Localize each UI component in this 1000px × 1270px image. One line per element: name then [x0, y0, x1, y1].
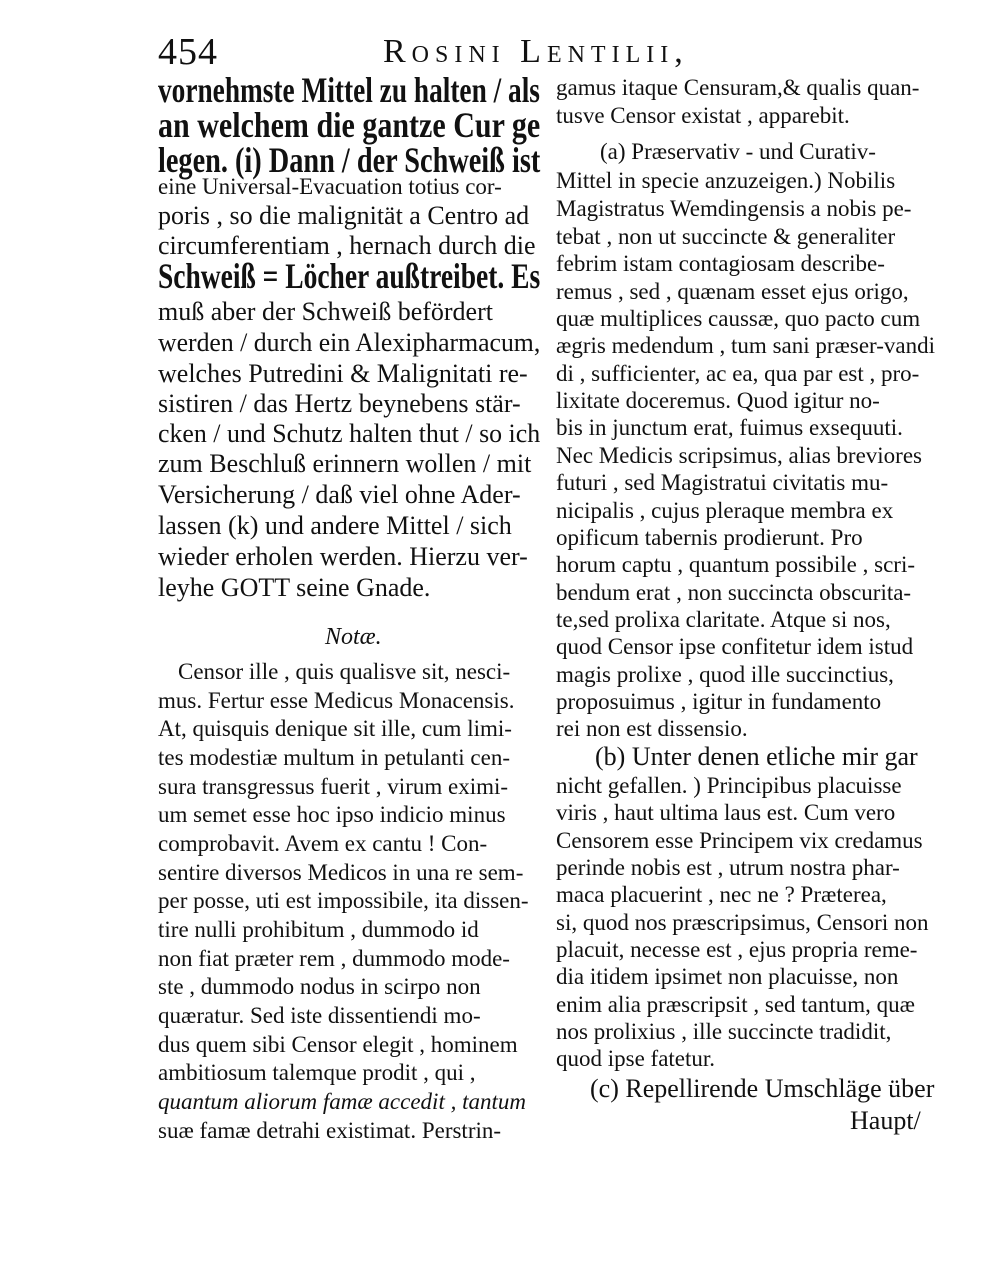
- text-line: poris , so die malignität a Centro ad: [158, 201, 530, 230]
- text-line: quod Censor ipse confitetur idem istud: [556, 634, 914, 659]
- text-line: proposuimus , igitur in fundamento: [556, 689, 882, 714]
- text-line: quod ipse fatetur.: [556, 1046, 716, 1071]
- text-line: zum Beschluß erinnern wollen / mit: [158, 449, 532, 478]
- catchword: Haupt/: [850, 1106, 921, 1135]
- text-line: magis prolixe , quod ille succinctius,: [556, 662, 894, 687]
- text-line: te,sed prolixa claritate. Atque si nos,: [556, 607, 891, 632]
- text-line: gamus itaque Censuram,& qualis quan-: [556, 75, 920, 100]
- text-line: welches Putredini & Malignitati re-: [158, 359, 528, 388]
- text-line: tebat , non ut succincte & generaliter: [556, 224, 896, 249]
- text-line: lixitate doceremus. Quod igitur no-: [556, 388, 880, 413]
- text-line: enim alia præscripsit , sed tantum, quæ: [556, 992, 916, 1017]
- text-line: mus. Fertur esse Medicus Monacensis.: [158, 688, 515, 713]
- text-line: Magistratus Wemdingensis a nobis pe-: [556, 196, 912, 221]
- text-line: suæ famæ detrahi existimat. Perstrin-: [158, 1118, 502, 1143]
- text-line: circumferentiam , hernach durch die: [158, 231, 536, 260]
- text-line: Censorem esse Principem vix credamus: [556, 828, 923, 853]
- nota-title: Notæ.: [325, 624, 382, 650]
- text-line: legen. (i) Dann / der Schweiß ist: [158, 140, 541, 180]
- text-line: ste , dummodo nodus in scirpo non: [158, 974, 481, 999]
- text-line: horum captu , quantum possibile , scri-: [556, 552, 915, 577]
- text-line: (a) Præservativ - und Curativ-: [600, 139, 876, 164]
- text-line: tire nulli prohibitum , dummodo id: [158, 917, 479, 942]
- text-line: remus , sed , quænam esset ejus origo,: [556, 279, 909, 304]
- text-line: per posse, uti est impossibile, ita dissen-: [158, 888, 529, 913]
- text-line: tusve Censor existat , apparebit.: [556, 103, 850, 128]
- text-line: Censor ille , quis qualisve sit, nesci-: [178, 659, 511, 684]
- text-line: werden / durch ein Alexipharmacum,: [158, 328, 541, 357]
- text-line: Schweiß = Löcher außtreibet. Es: [158, 256, 541, 296]
- text-line: lassen (k) und andere Mittel / sich: [158, 511, 512, 540]
- text-line: um semet esse hoc ipso indicio minus: [158, 802, 506, 827]
- text-line: bis in junctum erat, fuimus exsequuti.: [556, 415, 903, 440]
- text-line: ægris medendum , tum sani præser-vandi: [556, 333, 935, 358]
- text-line: vornehmste Mittel zu halten / als: [158, 70, 540, 110]
- text-line: quæ multiplices caussæ, quo pacto cum: [556, 306, 921, 331]
- text-line: cken / und Schutz halten thut / so ich: [158, 419, 541, 448]
- text-line: At, quisquis denique sit ille, cum limi-: [158, 716, 512, 741]
- text-line: quantum aliorum famæ accedit , tantum: [158, 1089, 526, 1114]
- text-line: rei non est dissensio.: [556, 716, 748, 741]
- text-line: (c) Repellirende Umschläge über: [590, 1074, 935, 1103]
- text-line: sura transgressus fuerit , virum eximi-: [158, 774, 509, 799]
- text-line: tes modestiæ multum in petulanti cen-: [158, 745, 510, 770]
- text-line: nos prolixius , ille succincte tradidit,: [556, 1019, 892, 1044]
- text-line: quæratur. Sed iste dissentiendi mo-: [158, 1003, 481, 1028]
- page-number: 454: [158, 31, 218, 73]
- text-line: viris , haut ultima laus est. Cum vero: [556, 800, 896, 825]
- running-head: Rosini Lentilii,: [383, 33, 689, 70]
- text-line: dia itidem ipsimet non placuisse, non: [556, 964, 899, 989]
- text-line: eine Universal-Evacuation totius cor-: [158, 174, 502, 199]
- text-line: placuit, necesse est , ejus propria reme-: [556, 937, 918, 962]
- text-line: Mittel in specie anzuzeigen.) Nobilis: [556, 168, 896, 193]
- text-line: leyhe GOTT seine Gnade.: [158, 573, 431, 602]
- text-line: opificum tabernis prodierunt. Pro: [556, 525, 863, 550]
- text-line: di , sufficienter, ac ea, qua par est , pro-: [556, 361, 920, 386]
- text-line: nicht gefallen. ) Principibus placuisse: [556, 773, 902, 798]
- text-line: muß aber der Schweiß befördert: [158, 297, 493, 326]
- text-line: si, quod nos præscripsimus, Censori non: [556, 910, 929, 935]
- text-line: wieder erholen werden. Hierzu ver-: [158, 542, 528, 571]
- text-line: febrim istam contagiosam describe-: [556, 251, 885, 276]
- text-line: bendum erat , non succincta obscurita-: [556, 580, 912, 605]
- text-line: Nec Medicis scripsimus, alias breviores: [556, 443, 922, 468]
- text-line: sentire diversos Medicos in una re sem-: [158, 860, 524, 885]
- text-line: nicipalis , cujus pleraque membra ex: [556, 498, 894, 523]
- text-line: (b) Unter denen etliche mir gar: [595, 742, 918, 771]
- text-line: Versicherung / daß viel ohne Ader-: [158, 480, 521, 509]
- text-line: futuri , sed Magistratui civitatis mu-: [556, 470, 889, 495]
- text-line: dus quem sibi Censor elegit , hominem: [158, 1032, 518, 1057]
- text-line: sistiren / das Hertz beynebens stär-: [158, 389, 521, 418]
- text-line: ambitiosum talemque prodit , qui ,: [158, 1060, 476, 1085]
- text-line: an welchem die gantze Cur ge: [158, 105, 541, 145]
- text-line: perinde nobis est , utrum nostra phar-: [556, 855, 900, 880]
- page-header: [158, 30, 938, 74]
- text-line: comprobavit. Avem ex cantu ! Con-: [158, 831, 488, 856]
- text-line: maca placuerint , nec ne ? Præterea,: [556, 882, 887, 907]
- text-line: non fiat præter rem , dummodo mode-: [158, 946, 510, 971]
